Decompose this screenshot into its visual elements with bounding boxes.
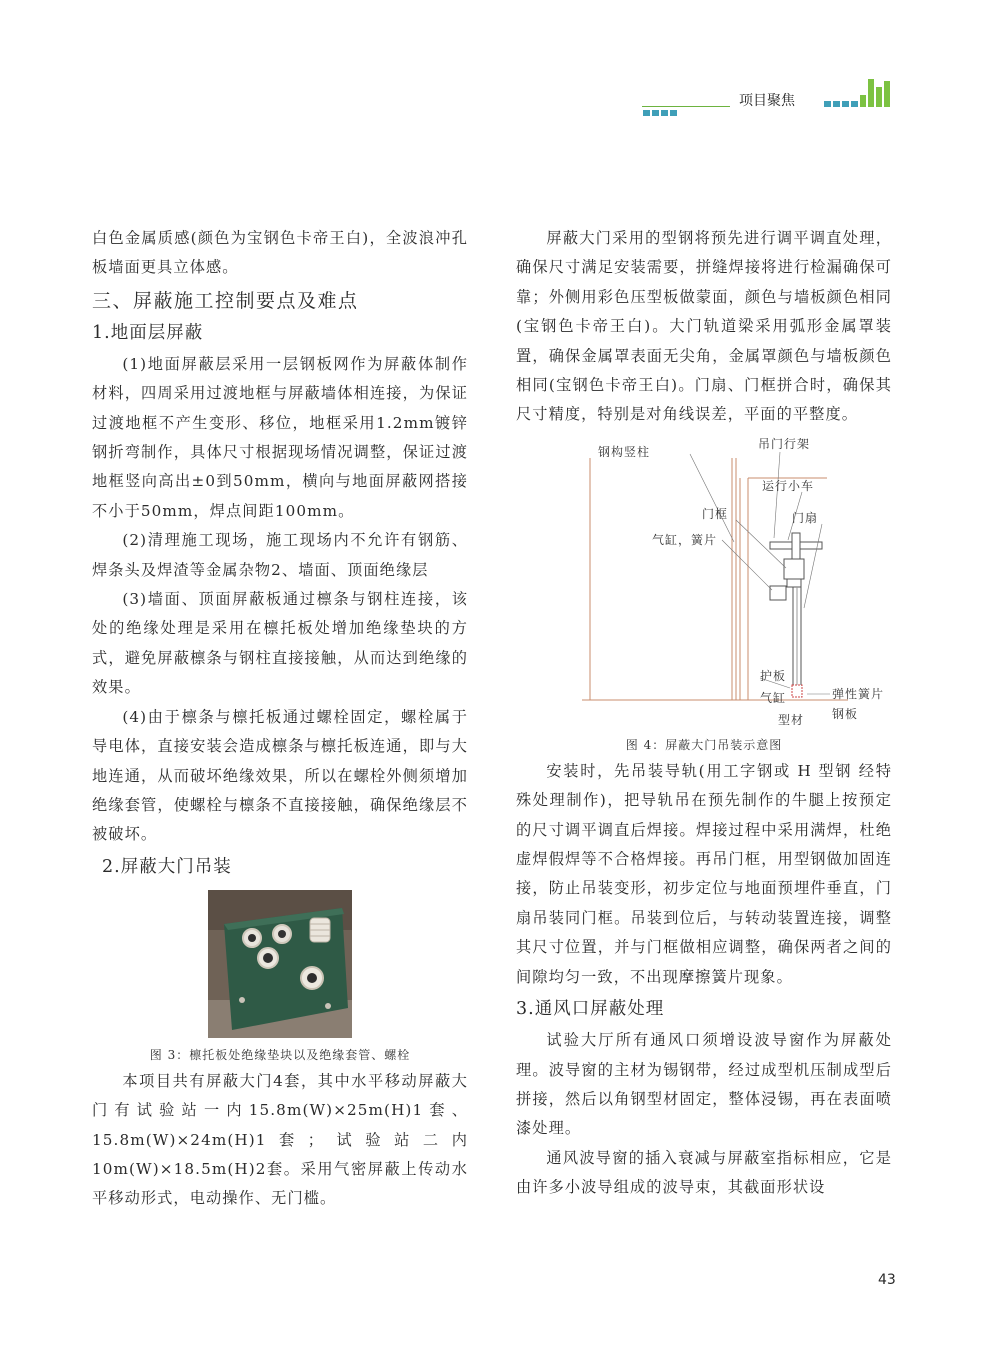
- header-square: [824, 101, 831, 107]
- figure-3-photo: [208, 890, 352, 1038]
- header-bar: [876, 87, 882, 107]
- paragraph: 白色金属质感(颜色为宝钢色卡帝王白)，全波浪冲孔板墙面更具立体感。: [92, 229, 468, 277]
- header-bar: [860, 95, 866, 107]
- figure-4-caption: 图 4：屏蔽大门吊装示意图: [625, 737, 783, 752]
- header-square: [833, 101, 840, 107]
- subsection-heading-door: 2.屏蔽大门吊装: [102, 856, 232, 877]
- left-column: [92, 224, 468, 1214]
- paragraph: 安装时，先吊装导轨(用工字钢或 H 型钢 经特殊处理制作)，把导轨吊在预先制作的牛腿上按预定的尺寸调平调直后焊接。焊接过程中采用满焊，杜绝虚焊假焊等不合格焊接。再吊门框，用型钢做加固连接，防止吊装变形，初步定位与地面预埋件垂直，门扇吊装同门框。吊装到位后，与转动装置连接，调整其尺寸位置，并与门框做相应调整，确保两者之间的间隙均匀一致，不出现摩擦簧片现象。: [516, 761, 892, 986]
- label-door-frame: 门框: [702, 506, 729, 521]
- paragraph: (4)由于檩条与檩托板通过螺栓固定，螺栓属于导电体，直接安装会造成檩条与檩托板连通，即与大地连通，从而破坏绝缘效果，所以在螺栓外侧须增加绝缘套管，使螺栓与檩条不直接接触，确保绝缘层不被破坏。: [92, 707, 468, 844]
- label-hoist-frame: 吊门行架: [758, 436, 811, 451]
- header-square: [851, 101, 858, 107]
- paragraph: 通风波导窗的插入衰减与屏蔽室指标相应，它是由许多小波导组成的波导束，其截面形状设: [516, 1148, 892, 1197]
- section-label: 项目聚焦: [739, 93, 795, 109]
- label-door-leaf: 门扇: [792, 510, 819, 525]
- paragraph: (1)地面屏蔽层采用一层钢板网作为屏蔽体制作材料，四周采用过渡地框与屏蔽墙体相连接，为保证过渡地框不产生变形、移位，地框采用1.2mm镀锌钢折弯制作，具体尺寸根据现场情况调整，保证过渡地框竖向高出±0到50mm，横向与地面屏蔽网搭接不小于50mm，焊点间距100mm。: [92, 354, 468, 520]
- label-profile: 型材: [778, 712, 805, 727]
- header-square: [652, 110, 659, 116]
- label-spring-reed: 弹性簧片: [832, 686, 885, 701]
- label-trolley: 运行小车: [762, 478, 815, 493]
- paragraph: (3)墙面、顶面屏蔽板通过檩条与钢柱连接，该处的绝缘处理是采用在檩托板处增加绝缘垫块的方式，避免屏蔽檩条与钢柱直接接触，从而达到绝缘的效果。: [92, 590, 468, 697]
- header-square: [643, 110, 650, 116]
- subsection-heading-ground: 1.地面层屏蔽: [92, 322, 204, 343]
- header-square: [670, 110, 677, 116]
- page-number: 43: [878, 1272, 896, 1288]
- label-guard-plate: 护板: [760, 668, 787, 683]
- label-cylinder-reed: 气缸，簧片: [652, 532, 718, 547]
- header-square: [661, 110, 668, 116]
- header-rule: [642, 106, 730, 107]
- header-bar: [868, 79, 874, 107]
- label-steel-plate: 钢板: [832, 706, 859, 721]
- label-cylinder: 气缸: [760, 690, 787, 705]
- paragraph: (2)清理施工现场，施工现场内不允许有钢筋、焊条头及焊渣等金属杂物2、墙面、顶面绝缘层: [92, 531, 468, 579]
- paragraph: 屏蔽大门采用的型钢将预先进行调平调直处理，确保尺寸满足安装需要，拼缝焊接将进行检漏确保可靠；外侧用彩色压型板做蒙面，颜色与墙板颜色相同(宝钢色卡帝王白)。大门轨道梁采用弧形金属罩装置，确保金属罩表面无尖角，金属罩颜色与墙板颜色相同(宝钢色卡帝王白)。门扇、门框拼合时，确保其尺寸精度，特别是对角线误差，平面的平整度。: [516, 229, 892, 424]
- subsection-heading-vent: 3.通风口屏蔽处理: [516, 999, 665, 1020]
- label-steel-column: 钢构竖柱: [598, 444, 651, 459]
- header-square: [842, 101, 849, 107]
- paragraph: 本项目共有屏蔽大门4套，其中水平移动屏蔽大门有试验站一内15.8m(W)×25m(H)1套、15.8m(W)×24m(H)1套；试验站二内10m(W)×18.5m(H)2套。采用气密屏蔽上传动水平移动形式，电动操作、无门槛。: [92, 1071, 468, 1208]
- header-bar: [884, 81, 890, 107]
- figure-3-caption: 图 3：檩托板处绝缘垫块以及绝缘套管、螺栓: [149, 1047, 411, 1062]
- section-heading: 三、屏蔽施工控制要点及难点: [92, 289, 359, 312]
- paragraph: 试验大厅所有通风口须增设波导窗作为屏蔽处理。波导窗的主材为锡钢带，经过成型机压制成型后拼接，然后以角钢型材固定，整体浸锡，再在表面喷漆处理。: [516, 1031, 892, 1138]
- right-column: [516, 224, 892, 1203]
- figure-4-diagram: [582, 436, 885, 728]
